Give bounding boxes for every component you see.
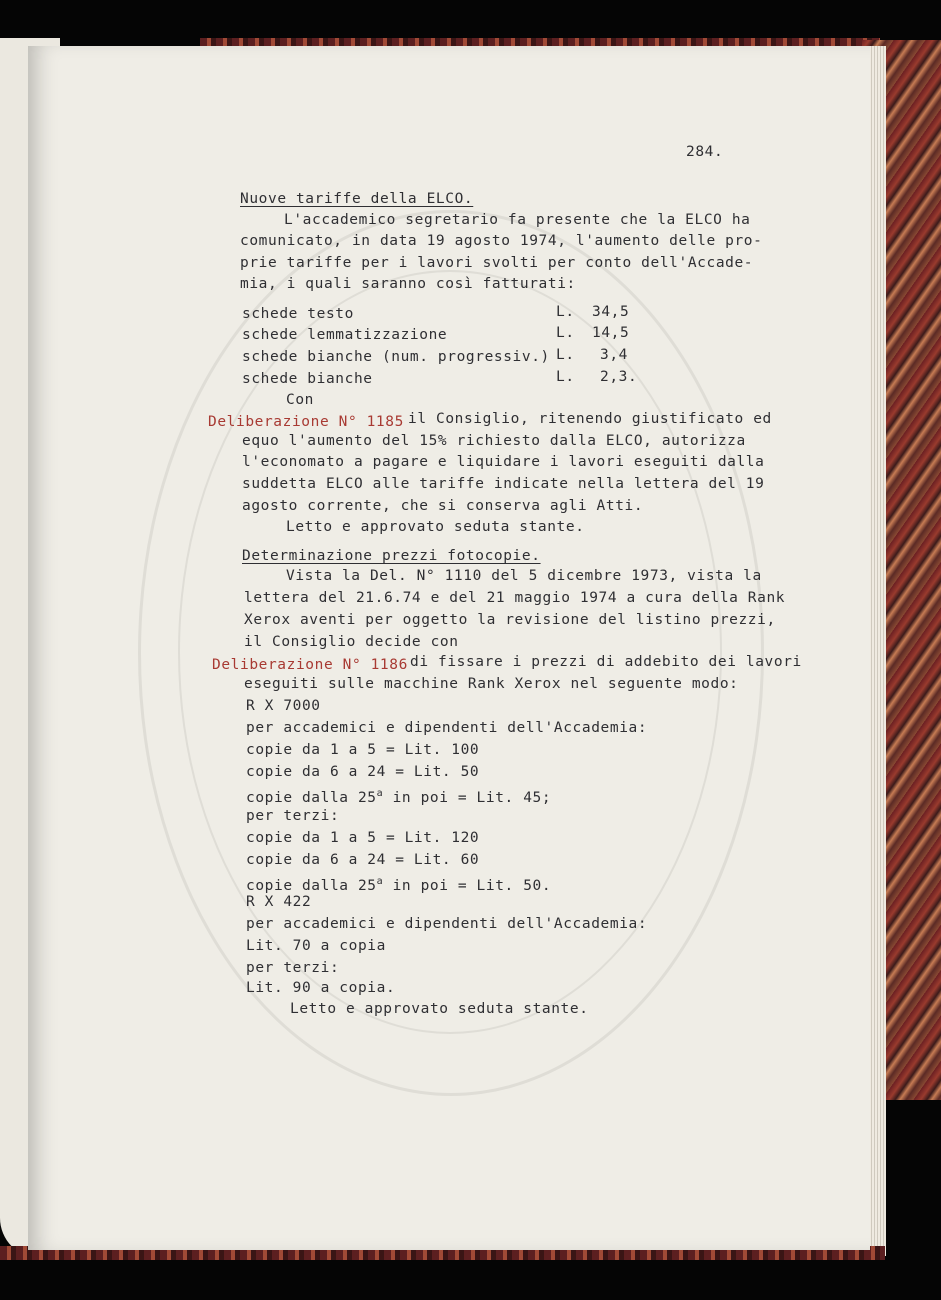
tariff-price: 34,5: [592, 304, 630, 320]
paragraph-line: prie tariffe per i lavori svolti per conto dell'Accade-: [240, 255, 754, 271]
tariff-item: schede bianche (num. progressiv.): [242, 349, 550, 365]
deliberation-line: suddetta ELCO alle tariffe indicate nella lettera del 19: [242, 476, 765, 492]
price-line: Lit. 90 a copia.: [246, 980, 396, 996]
price-line: copie da 1 a 5 = Lit. 100: [246, 742, 480, 758]
price-line: copie dalla 25$^a$ in poi = Lit. 50.: [246, 876, 552, 894]
tariff-item: schede bianche: [242, 371, 373, 387]
price-line: copie da 6 a 24 = Lit. 60: [246, 852, 480, 868]
deliberation-line: di fissare i prezzi di addebito dei lavori: [410, 654, 802, 670]
ordinal-superscript: a: [376, 876, 384, 887]
body-line: per accademici e dipendenti dell'Accademia:: [246, 916, 648, 932]
paragraph-line: comunicato, in data 19 agosto 1974, l'aumento delle pro-: [240, 233, 763, 249]
deliberation-line: agosto corrente, che si conserva agli Atti.: [242, 498, 644, 514]
page-number: 284.: [686, 144, 724, 160]
ordinal-superscript: a: [376, 788, 384, 799]
approval-text: Letto e approvato seduta stante.: [286, 519, 585, 535]
paragraph-line: Xerox aventi per oggetto la revisione del listino prezzi,: [244, 612, 776, 628]
machine-model: R X 7000: [246, 698, 321, 714]
body-line: eseguiti sulle macchine Rank Xerox nel seguente modo:: [244, 676, 739, 692]
approval-text: Letto e approvato seduta stante.: [290, 1001, 589, 1017]
paragraph-line: lettera del 21.6.74 e del 21 maggio 1974 a cura della Rank: [244, 590, 786, 606]
deliberation-label-1186: Deliberazione N° 1186: [212, 657, 408, 673]
deliberation-label-1185: Deliberazione N° 1185: [208, 414, 404, 430]
machine-model: R X 422: [246, 894, 312, 910]
price-line: copie da 6 a 24 = Lit. 50: [246, 764, 480, 780]
section-heading-fotocopie: Determinazione prezzi fotocopie.: [242, 548, 541, 564]
section-heading-elco: Nuove tariffe della ELCO.: [240, 191, 474, 207]
body-line: per terzi:: [246, 960, 340, 976]
price-line: Lit. 70 a copia: [246, 938, 386, 954]
body-line: per terzi:: [246, 808, 340, 824]
paragraph-line: il Consiglio decide con: [244, 634, 459, 650]
tariff-currency: L.: [556, 304, 575, 320]
tariff-item: schede testo: [242, 306, 354, 322]
body-line: per accademici e dipendenti dell'Accademia:: [246, 720, 648, 736]
paragraph-line: mia, i quali saranno così fatturati:: [240, 276, 576, 292]
tariff-currency: L.: [556, 325, 575, 341]
tariff-item: schede lemmatizzazione: [242, 327, 448, 343]
tariff-currency: L.: [556, 369, 575, 385]
paragraph-line: L'accademico segretario fa presente che la ELCO ha: [284, 212, 751, 228]
deliberation-line: il Consiglio, ritenendo giustificato ed: [408, 411, 772, 427]
deliberation-line: equo l'aumento del 15% richiesto dalla ELCO, autorizza: [242, 433, 746, 449]
deliberation-line: l'economato a pagare e liquidare i lavori eseguiti dalla: [242, 454, 765, 470]
price-line: copie da 1 a 5 = Lit. 120: [246, 830, 480, 846]
paragraph-line: Vista la Del. N° 1110 del 5 dicembre 1973, vista la: [286, 568, 762, 584]
tariff-currency: L.: [556, 347, 575, 363]
lead-in-text: Con: [286, 392, 314, 408]
price-line: copie dalla 25$^a$ in poi = Lit. 45;: [246, 788, 552, 806]
tariff-price: 14,5: [592, 325, 630, 341]
tariff-price: 2,3.: [600, 369, 638, 385]
tariff-price: 3,4: [600, 347, 628, 363]
